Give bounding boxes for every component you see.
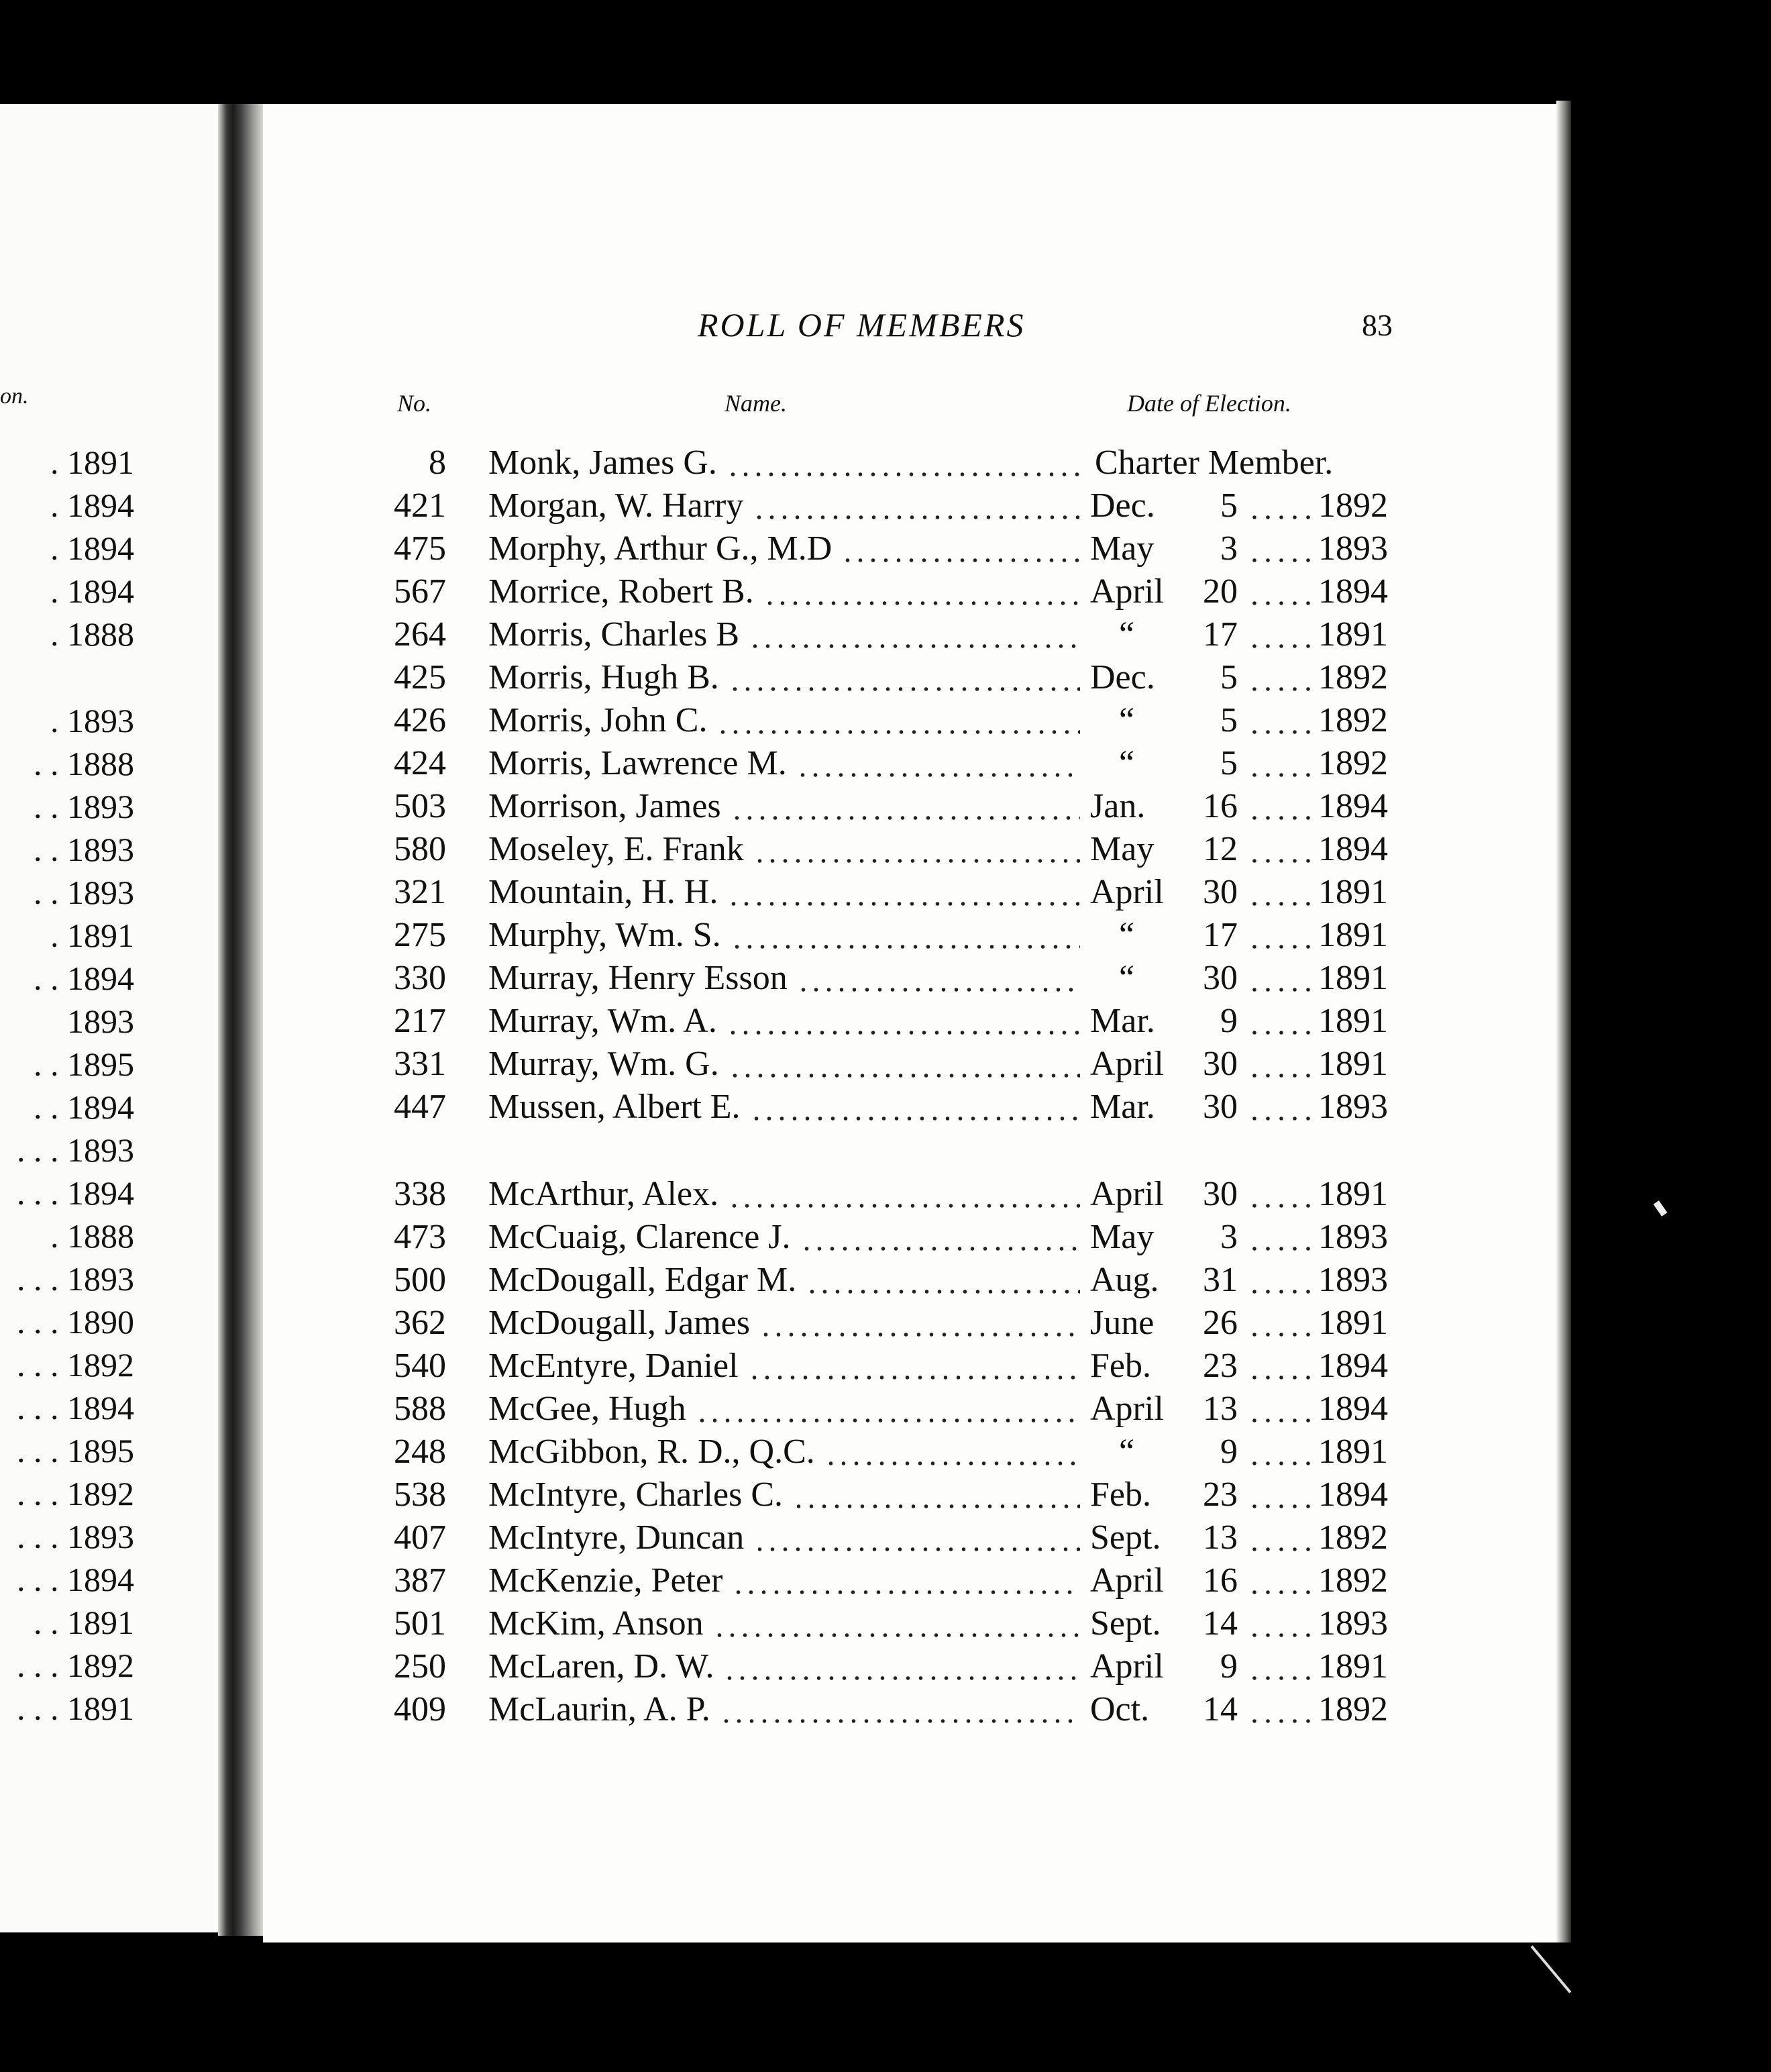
member-number: 387 xyxy=(394,1561,446,1600)
election-month: Dec. xyxy=(1090,658,1155,696)
member-row xyxy=(0,529,1570,572)
election-day: 26 xyxy=(1203,1304,1238,1342)
left-year: 1892 xyxy=(67,1647,134,1684)
left-year: 1893 xyxy=(67,1002,134,1040)
election-note: Charter Member. xyxy=(1095,444,1334,482)
election-month: May xyxy=(1090,830,1155,868)
leader-dots: . xyxy=(50,1217,59,1255)
election-month: April xyxy=(1090,1561,1164,1600)
leader-dots xyxy=(753,859,1080,863)
election-year: 1894 xyxy=(1318,787,1388,825)
leader-dots xyxy=(1248,1117,1315,1121)
member-number: 275 xyxy=(394,916,446,954)
member-name: McDougall, James xyxy=(488,1304,750,1342)
member-name: Morrice, Robert B. xyxy=(488,572,754,611)
member-name: McLaurin, A. P. xyxy=(488,1690,710,1728)
election-year: 1894 xyxy=(1318,1390,1388,1428)
member-row xyxy=(0,1647,1570,1690)
left-year: 1888 xyxy=(67,615,134,653)
election-day: 5 xyxy=(1220,744,1238,782)
member-name: Mountain, H. H. xyxy=(488,873,718,911)
left-year-entry xyxy=(0,1131,134,1170)
election-day: 30 xyxy=(1203,959,1238,997)
member-row xyxy=(0,572,1570,615)
member-row xyxy=(0,743,1570,786)
election-day: 9 xyxy=(1220,1433,1238,1471)
leader-dots xyxy=(1248,1418,1315,1422)
leader-dots xyxy=(759,1333,1080,1337)
election-year: 1891 xyxy=(1318,959,1388,997)
member-number: 588 xyxy=(394,1390,446,1428)
leader-dots xyxy=(731,816,1080,820)
leader-dots: . . xyxy=(34,1604,59,1641)
member-row xyxy=(0,829,1570,872)
election-month: Mar. xyxy=(1090,1002,1155,1040)
leader-dots xyxy=(824,1461,1080,1465)
election-day: 20 xyxy=(1203,572,1238,611)
election-month: “ xyxy=(1119,959,1135,997)
election-day: 5 xyxy=(1220,658,1238,696)
member-name: Morris, Charles B xyxy=(488,615,740,654)
election-day: 16 xyxy=(1203,1561,1238,1600)
left-year: 1894 xyxy=(67,1389,134,1427)
election-month: Oct. xyxy=(1090,1690,1150,1728)
leader-dots xyxy=(753,1547,1080,1551)
leader-dots xyxy=(1248,601,1315,605)
member-row xyxy=(0,1087,1570,1130)
leader-dots xyxy=(797,988,1080,992)
leader-dots xyxy=(750,1117,1080,1121)
member-name: Monk, James G. xyxy=(488,444,717,482)
leader-dots xyxy=(1248,859,1315,863)
leader-dots: . . . xyxy=(17,1518,59,1555)
member-number: 475 xyxy=(394,529,446,568)
election-month: May xyxy=(1090,529,1155,568)
leader-dots: . . xyxy=(34,788,59,825)
leader-dots xyxy=(749,644,1080,648)
leader-dots xyxy=(1248,1204,1315,1208)
election-month: “ xyxy=(1119,744,1135,782)
member-number: 8 xyxy=(429,444,446,482)
election-month: April xyxy=(1090,1175,1164,1213)
member-number: 264 xyxy=(394,615,446,654)
leader-dots xyxy=(1248,515,1315,519)
member-row xyxy=(0,1561,1570,1604)
left-year: 1894 xyxy=(67,486,134,524)
left-year: 1891 xyxy=(67,1690,134,1727)
election-month: April xyxy=(1090,1045,1164,1083)
election-year: 1891 xyxy=(1318,1002,1388,1040)
leader-dots: . xyxy=(50,529,59,567)
member-row xyxy=(0,1174,1570,1217)
member-number: 407 xyxy=(394,1518,446,1557)
leader-dots xyxy=(1248,1633,1315,1637)
member-name: McGibbon, R. D., Q.C. xyxy=(488,1433,815,1471)
member-number: 473 xyxy=(394,1218,446,1256)
leader-dots: . . xyxy=(34,960,59,997)
leader-dots: . . . xyxy=(17,1131,59,1169)
left-year: 1888 xyxy=(67,745,134,782)
leader-dots: . . . xyxy=(17,1690,59,1727)
leader-dots xyxy=(841,558,1080,562)
leader-dots: . . . xyxy=(17,1432,59,1469)
left-year: 1890 xyxy=(67,1303,134,1341)
left-year: 1893 xyxy=(67,1260,134,1298)
member-name: McArthur, Alex. xyxy=(488,1175,719,1213)
leader-dots xyxy=(1248,1247,1315,1251)
left-year: 1891 xyxy=(67,444,134,481)
election-day: 3 xyxy=(1220,529,1238,568)
leader-dots: . . xyxy=(34,1088,59,1126)
election-day: 31 xyxy=(1203,1261,1238,1299)
leader-dots xyxy=(731,945,1080,949)
left-year: 1894 xyxy=(67,960,134,997)
leader-dots xyxy=(1248,1031,1315,1035)
election-month: April xyxy=(1090,1647,1164,1686)
leader-dots: . . xyxy=(34,745,59,782)
election-day: 9 xyxy=(1220,1002,1238,1040)
leader-dots: . . xyxy=(34,831,59,868)
leader-dots xyxy=(1248,988,1315,992)
leader-dots xyxy=(1248,1074,1315,1078)
election-year: 1894 xyxy=(1318,572,1388,611)
election-year: 1891 xyxy=(1318,873,1388,911)
page-number: 83 xyxy=(1362,308,1393,342)
member-name: Murray, Wm. G. xyxy=(488,1045,719,1083)
election-year: 1891 xyxy=(1318,1175,1388,1213)
election-month: Sept. xyxy=(1090,1518,1161,1557)
leader-dots xyxy=(729,687,1080,691)
leader-dots: . . xyxy=(34,1045,59,1083)
member-row xyxy=(0,615,1570,658)
election-month: Mar. xyxy=(1090,1088,1155,1126)
member-row xyxy=(0,701,1570,743)
election-year: 1893 xyxy=(1318,529,1388,568)
member-row xyxy=(0,1001,1570,1044)
election-day: 14 xyxy=(1203,1690,1238,1728)
leader-dots: . xyxy=(50,444,59,481)
member-name: McKim, Anson xyxy=(488,1604,704,1643)
election-day: 23 xyxy=(1203,1475,1238,1514)
member-number: 248 xyxy=(394,1433,446,1471)
leader-dots xyxy=(1248,558,1315,562)
member-name: McIntyre, Charles C. xyxy=(488,1475,784,1514)
leader-dots xyxy=(1248,945,1315,949)
leader-dots xyxy=(800,1247,1080,1251)
election-year: 1891 xyxy=(1318,916,1388,954)
leader-dots xyxy=(1248,1719,1315,1723)
member-name: McDougall, Edgar M. xyxy=(488,1261,797,1299)
left-year: 1893 xyxy=(67,1518,134,1555)
member-number: 580 xyxy=(394,830,446,868)
election-year: 1893 xyxy=(1318,1261,1388,1299)
leader-dots xyxy=(1248,1590,1315,1594)
left-year: 1893 xyxy=(67,1131,134,1169)
member-row xyxy=(0,443,1570,486)
leader-dots: . xyxy=(50,702,59,739)
election-month: Sept. xyxy=(1090,1604,1161,1643)
leader-dots xyxy=(727,902,1080,906)
leader-dots: . . . xyxy=(17,1389,59,1427)
election-day: 30 xyxy=(1203,1175,1238,1213)
left-year: 1895 xyxy=(67,1045,134,1083)
election-month: April xyxy=(1090,572,1164,611)
member-row xyxy=(0,1475,1570,1518)
member-row xyxy=(0,1389,1570,1432)
election-year: 1894 xyxy=(1318,830,1388,868)
election-year: 1892 xyxy=(1318,1561,1388,1600)
election-day: 16 xyxy=(1203,787,1238,825)
member-name: McKenzie, Peter xyxy=(488,1561,723,1600)
leader-dots xyxy=(792,1504,1080,1508)
election-month: “ xyxy=(1119,1433,1135,1471)
leader-dots xyxy=(696,1418,1080,1422)
member-name: Morris, John C. xyxy=(488,701,708,739)
election-year: 1892 xyxy=(1318,744,1388,782)
left-year: 1894 xyxy=(67,1174,134,1212)
left-year: 1892 xyxy=(67,1346,134,1384)
left-year: 1894 xyxy=(67,1088,134,1126)
member-name: Murray, Henry Esson xyxy=(488,959,788,997)
leader-dots xyxy=(723,1676,1080,1680)
member-number: 421 xyxy=(394,486,446,525)
election-month: May xyxy=(1090,1218,1155,1256)
column-header-name: Name. xyxy=(724,390,787,417)
election-month: June xyxy=(1090,1304,1155,1342)
leader-dots xyxy=(1248,1676,1315,1680)
member-number: 425 xyxy=(394,658,446,696)
leader-dots xyxy=(1248,1461,1315,1465)
election-year: 1891 xyxy=(1318,615,1388,654)
election-month: “ xyxy=(1119,615,1135,654)
left-year: 1893 xyxy=(67,788,134,825)
member-row xyxy=(0,1217,1570,1260)
member-row xyxy=(0,1260,1570,1303)
election-month: Aug. xyxy=(1090,1261,1159,1299)
scan-artifact xyxy=(1531,1945,1572,1993)
left-year: 1894 xyxy=(67,572,134,610)
member-name: Morris, Hugh B. xyxy=(488,658,719,696)
left-year: 1894 xyxy=(67,1561,134,1598)
election-year: 1893 xyxy=(1318,1218,1388,1256)
election-month: Feb. xyxy=(1090,1347,1151,1385)
column-header-no: No. xyxy=(397,390,432,417)
member-name: Morrison, James xyxy=(488,787,721,825)
election-day: 30 xyxy=(1203,873,1238,911)
election-day: 17 xyxy=(1203,916,1238,954)
election-year: 1894 xyxy=(1318,1475,1388,1514)
scan-artifact xyxy=(1654,1200,1668,1216)
leader-dots: . xyxy=(50,572,59,610)
column-header-date: Date of Election. xyxy=(1127,390,1291,417)
left-year: 1893 xyxy=(67,874,134,911)
leader-dots: . xyxy=(50,615,59,653)
left-year: 1892 xyxy=(67,1475,134,1512)
leader-dots: . . . xyxy=(17,1260,59,1298)
member-row xyxy=(0,1432,1570,1475)
election-year: 1891 xyxy=(1318,1647,1388,1686)
member-name: Morphy, Arthur G., M.D xyxy=(488,529,833,568)
member-number: 538 xyxy=(394,1475,446,1514)
election-day: 30 xyxy=(1203,1088,1238,1126)
member-name: Murphy, Wm. S. xyxy=(488,916,721,954)
election-day: 5 xyxy=(1220,486,1238,525)
leader-dots xyxy=(713,1633,1080,1637)
election-day: 12 xyxy=(1203,830,1238,868)
election-month: “ xyxy=(1119,701,1135,739)
member-row xyxy=(0,658,1570,701)
member-row xyxy=(0,915,1570,958)
member-number: 362 xyxy=(394,1304,446,1342)
member-name: McGee, Hugh xyxy=(488,1390,686,1428)
member-number: 426 xyxy=(394,701,446,739)
member-row xyxy=(0,1303,1570,1346)
member-name: McLaren, D. W. xyxy=(488,1647,714,1686)
member-name: Murray, Wm. A. xyxy=(488,1002,717,1040)
election-month: Dec. xyxy=(1090,486,1155,525)
election-day: 13 xyxy=(1203,1390,1238,1428)
election-year: 1892 xyxy=(1318,658,1388,696)
leader-dots: . . . xyxy=(17,1346,59,1384)
election-month: Feb. xyxy=(1090,1475,1151,1514)
leader-dots xyxy=(1248,730,1315,734)
election-month: “ xyxy=(1119,916,1135,954)
leader-dots xyxy=(727,1031,1080,1035)
leader-dots: . . . xyxy=(17,1174,59,1212)
member-row xyxy=(0,1690,1570,1732)
leader-dots: . . . xyxy=(17,1647,59,1684)
member-number: 338 xyxy=(394,1175,446,1213)
election-month: April xyxy=(1090,873,1164,911)
election-day: 14 xyxy=(1203,1604,1238,1643)
member-number: 567 xyxy=(394,572,446,611)
left-year: 1891 xyxy=(67,1604,134,1641)
member-name: Morgan, W. Harry xyxy=(488,486,744,525)
member-row xyxy=(0,958,1570,1001)
election-day: 30 xyxy=(1203,1045,1238,1083)
election-year: 1893 xyxy=(1318,1604,1388,1643)
running-head: ROLL OF MEMBERS xyxy=(698,306,1026,344)
leader-dots: . . . xyxy=(17,1475,59,1512)
leader-dots: . . xyxy=(34,874,59,911)
election-day: 13 xyxy=(1203,1518,1238,1557)
leader-dots xyxy=(716,730,1080,734)
left-page-header-fragment: on. xyxy=(0,384,29,409)
member-number: 321 xyxy=(394,873,446,911)
leader-dots xyxy=(729,1074,1080,1078)
election-month: April xyxy=(1090,1390,1164,1428)
leader-dots xyxy=(796,773,1080,777)
election-year: 1891 xyxy=(1318,1433,1388,1471)
leader-dots: . xyxy=(50,917,59,954)
member-name: Morris, Lawrence M. xyxy=(488,744,787,782)
election-year: 1894 xyxy=(1318,1347,1388,1385)
left-year: 1893 xyxy=(67,831,134,868)
left-year: 1888 xyxy=(67,1217,134,1255)
election-year: 1893 xyxy=(1318,1088,1388,1126)
leader-dots xyxy=(1248,1547,1315,1551)
election-year: 1892 xyxy=(1318,1518,1388,1557)
member-name: McEntyre, Daniel xyxy=(488,1347,739,1385)
leader-dots xyxy=(1248,1333,1315,1337)
leader-dots xyxy=(1248,687,1315,691)
election-year: 1892 xyxy=(1318,1690,1388,1728)
election-day: 17 xyxy=(1203,615,1238,654)
leader-dots xyxy=(748,1376,1080,1380)
election-year: 1892 xyxy=(1318,701,1388,739)
member-name: McIntyre, Duncan xyxy=(488,1518,745,1557)
leader-dots xyxy=(806,1290,1080,1294)
leader-dots: . . . xyxy=(17,1561,59,1598)
election-day: 9 xyxy=(1220,1647,1238,1686)
leader-dots xyxy=(1248,644,1315,648)
member-number: 447 xyxy=(394,1088,446,1126)
member-number: 424 xyxy=(394,744,446,782)
election-month: Jan. xyxy=(1090,787,1146,825)
leader-dots xyxy=(732,1590,1080,1594)
member-number: 500 xyxy=(394,1261,446,1299)
left-year: 1895 xyxy=(67,1432,134,1469)
member-row xyxy=(0,486,1570,529)
member-name: Moseley, E. Frank xyxy=(488,830,744,868)
member-row xyxy=(0,1604,1570,1647)
leader-dots xyxy=(1248,1504,1315,1508)
leader-dots xyxy=(728,1204,1080,1208)
election-day: 5 xyxy=(1220,701,1238,739)
left-year: 1893 xyxy=(67,702,134,739)
election-day: 3 xyxy=(1220,1218,1238,1256)
member-number: 503 xyxy=(394,787,446,825)
election-year: 1892 xyxy=(1318,486,1388,525)
leader-dots xyxy=(720,1719,1080,1723)
left-year: 1894 xyxy=(67,529,134,567)
member-row xyxy=(0,786,1570,829)
member-number: 409 xyxy=(394,1690,446,1728)
leader-dots xyxy=(763,601,1080,605)
member-number: 331 xyxy=(394,1045,446,1083)
member-row xyxy=(0,1044,1570,1087)
election-year: 1891 xyxy=(1318,1045,1388,1083)
leader-dots xyxy=(753,515,1080,519)
member-row xyxy=(0,872,1570,915)
leader-dots xyxy=(1248,773,1315,777)
leader-dots: . xyxy=(50,486,59,524)
leader-dots xyxy=(1248,1376,1315,1380)
member-number: 540 xyxy=(394,1347,446,1385)
leader-dots xyxy=(1248,1290,1315,1294)
member-number: 217 xyxy=(394,1002,446,1040)
member-number: 330 xyxy=(394,959,446,997)
left-year: 1891 xyxy=(67,917,134,954)
election-day: 23 xyxy=(1203,1347,1238,1385)
member-name: McCuaig, Clarence J. xyxy=(488,1218,791,1256)
leader-dots: . . . xyxy=(17,1303,59,1341)
election-year: 1891 xyxy=(1318,1304,1388,1342)
leader-dots xyxy=(1248,816,1315,820)
member-number: 501 xyxy=(394,1604,446,1643)
member-name: Mussen, Albert E. xyxy=(488,1088,741,1126)
member-row xyxy=(0,1518,1570,1561)
member-row xyxy=(0,1346,1570,1389)
member-number: 250 xyxy=(394,1647,446,1686)
leader-dots xyxy=(1248,902,1315,906)
leader-dots xyxy=(727,472,1081,476)
